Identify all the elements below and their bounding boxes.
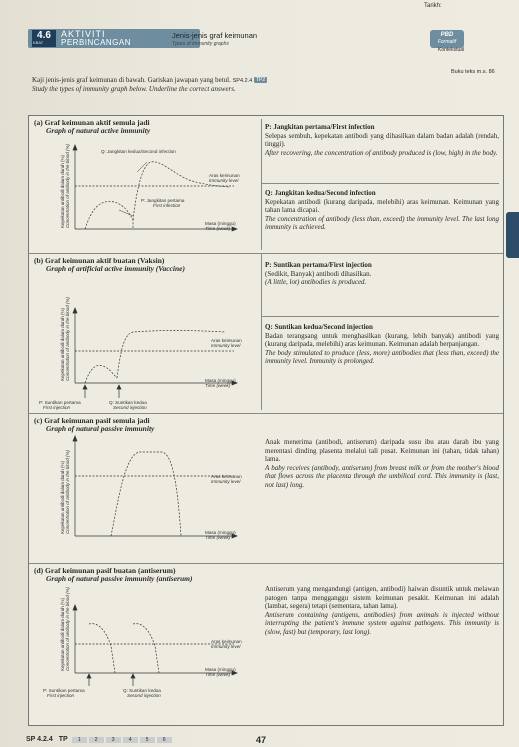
section-a-title-malay: (a) Graf keimunan aktif semula jadi [34, 118, 150, 127]
activity-number: 4.6 [32, 30, 56, 47]
graph-b-curve-first [85, 365, 117, 383]
section-a-p-english: After recovering, the concentration of antibody produced is (low, high) in the body. [265, 148, 498, 157]
graph-d-y-arrow [73, 605, 77, 610]
graph-a-curve-first [85, 202, 133, 229]
graph-a-y-arrow [73, 145, 77, 150]
activity-panel [28, 115, 504, 726]
side-chapter-tab [506, 212, 519, 258]
sp-code: SP4.2.4 [232, 78, 253, 84]
pbd-line2: Formatif [437, 39, 457, 45]
section-d-injection-q: Q: Suntikan kedua Second injection [123, 688, 161, 699]
tp-level-4: 4 [123, 737, 138, 743]
topic-title-malay: Jenis-jenis graf keimunan [172, 31, 258, 40]
tp-level-6: 6 [157, 737, 172, 743]
section-c-x-axis-label: Masa (minggu) Time (week) [205, 530, 236, 541]
section-c-title: (c) Graf keimunan pasif semula jadi Graph of natural passive immunity [34, 416, 155, 434]
textbook-reference: Buku teks m.s. 86 [451, 69, 495, 75]
footer-sp-label: SP 4.2.4 [26, 736, 53, 743]
section-d-label-level: Aras keimunan Immunity level [211, 639, 242, 650]
section-c-text: Anak menerima (antibodi, antiserum) daripada susu ibu atau darah ibu yang merentasi dinding plasenta melalui tali pusat. Keimunan ini (tahan, tidak tahan) lama. A baby receives (antibody, antiserum) from breast milk or from the mother's blood that flows across the placenta through the umbilical cord. This immunity is (last, not last) long. [265, 438, 499, 489]
section-a-label-level: Aras keimunan Immunity level [209, 173, 240, 184]
section-a-p-malay: Selepas sembuh, kepekatan antibodi yang dihasilkan dalam badan adalah (rendah, tinggi). [265, 131, 499, 149]
section-b-label-level: Aras keimunan Immunity level [211, 338, 242, 349]
section-a-label-second: Q: Jangkitan kedua/Second infection [101, 149, 176, 154]
section-c-label-level: Aras keimunan Immunity level [211, 474, 242, 485]
graph-b-curve-second [117, 331, 225, 379]
section-a-title-english: Graph of natural active immunity [46, 126, 151, 136]
section-b-q-text: Q: Suntikan kedua/Second injection Badan terangsang untuk menghasilkan (kurang, lebih banyak) antibodi yang (kurang daripada, melebihi) aras keimunan. Keimunan adalah berpanjangan. The body stimulated to produce (less, more) antibodies that (less than, exceed) the immunity level. Immunity is prolonged. [265, 323, 499, 366]
section-a-text-divider [261, 183, 499, 184]
graph-a-curve-second [133, 162, 229, 220]
activity-title-line1: AKTIVITI [61, 29, 106, 39]
section-b-injection-p: P: Suntikan pertama First injection [39, 400, 81, 411]
section-ab-divider [29, 253, 503, 254]
graph-c-y-arrow [73, 436, 77, 441]
graph-d-curve-second [133, 624, 159, 673]
section-a-label-first: P: Jangkitan pertama First infection [141, 198, 185, 209]
tp-level-5: 5 [140, 737, 155, 743]
section-d-title: (d) Graf keimunan pasif buatan (antiserum) Graph of natural passive immunity (antiserum) [34, 566, 193, 584]
section-b-text-divider [261, 316, 499, 317]
instruction-malay [32, 76, 267, 84]
graph-d-curve-first [89, 624, 115, 673]
section-b-title: (b) Graf keimunan aktif buatan (Vaksin) Graph of artificial active immunity (Vaccine) [34, 256, 185, 274]
topic-title-english: Types of immunity graphs [172, 41, 229, 47]
pbd-badge [430, 30, 464, 48]
activity-title-line2: PERBINCANGAN [61, 38, 132, 47]
page-number: 47 [256, 735, 267, 745]
section-d-y-axis-label: Kepekatan antibodi dalam darah (%) Concentration of antibody in the blood (%) [60, 586, 70, 671]
graph-a-pointer-q [137, 162, 147, 172]
section-d-text: Antiserum yang mengandungi (antigen, antibodi) haiwan disuntik untuk melawan patogen tanpa mengganggu sistem keimunan pesakit. Keimunan ini adalah (lambat, segera) tetapi (sementara, tahan lama). Antiserum containing (antigens, antibodies) from animals is injected without interrupting the patient's immune system against pathogens. This immunity is (slow, fast) but (temporary, last long). [265, 585, 499, 636]
instruction-english: Study the types of immunity graph below. Underline the correct answers. [32, 85, 236, 93]
section-d-x-axis-label: Masa (minggu) Time (week) [205, 667, 236, 678]
section-d-injection-p: P: Suntikan pertama First injection [43, 688, 85, 699]
pbd-line1: PBD [440, 32, 454, 38]
tp-level-1: 1 [72, 737, 87, 743]
tp-badge: TP2 [255, 77, 266, 84]
graph-a-pointer-p [119, 210, 133, 216]
date-label: Tarikh: [424, 3, 442, 9]
section-a-q-text [265, 189, 499, 232]
graph-c [73, 436, 237, 538]
graph-a [73, 145, 237, 231]
graph-b-y-arrow [73, 308, 77, 313]
section-a-y-axis-label: Kepekatan antibodi dalam darah (%) Concentration of antibody in the blood (%) [60, 143, 70, 228]
graph-c-curve [111, 452, 181, 536]
section-a-q-malay: Kepekatan antibodi (kurang daripada, melebihi) aras keimunan. Keimunan yang tahan lama dicapai. [265, 197, 499, 215]
section-b-divider [261, 253, 262, 410]
section-a-q-heading: Q: Jangkitan kedua/Second infection [265, 189, 376, 197]
section-a-divider [261, 119, 262, 250]
contextual-label: Kontekstual [438, 47, 465, 53]
section-a-x-axis-label: Masa (minggu) Time (week) [205, 221, 236, 232]
section-a-p-text [265, 123, 499, 157]
footer-tp-bar [26, 736, 172, 743]
section-b-x-axis-label: Masa (minggu) Time (week) [205, 378, 236, 389]
section-b-injection-q: Q: Suntikan kedua Second injection [109, 400, 147, 411]
tp-level-2: 2 [89, 737, 104, 743]
section-a-q-english: The concentration of antibody (less than, exceed) the immunity level. The last long immunity is achieved. [265, 214, 499, 232]
section-b-y-axis-label: Kepekatan antibodi dalam darah (%) Concentration of antibody in the blood (%) [60, 296, 70, 381]
section-c-y-axis-label: Kepekatan antibodi dalam darah (%) Concentration of antibody in the blood (%) [60, 449, 70, 534]
footer-tp-label: TP [58, 736, 68, 743]
section-cd-divider [29, 563, 503, 564]
section-b-p-text: P: Suntikan pertama/First injection (Sedikit, Banyak) antibodi dihasilkan. (A little, lot) antibodies is produced. [265, 261, 372, 287]
tp-level-3: 3 [106, 737, 121, 743]
section-a-p-heading: P: Jangkitan pertama/First infection [265, 123, 375, 131]
section-bc-divider [29, 413, 503, 414]
instruction-malay-text: Kaji jenis-jenis graf keimunan di bawah. Gariskan jawapan yang betul. [32, 76, 231, 84]
kbat-badge: KBAT [33, 40, 44, 45]
